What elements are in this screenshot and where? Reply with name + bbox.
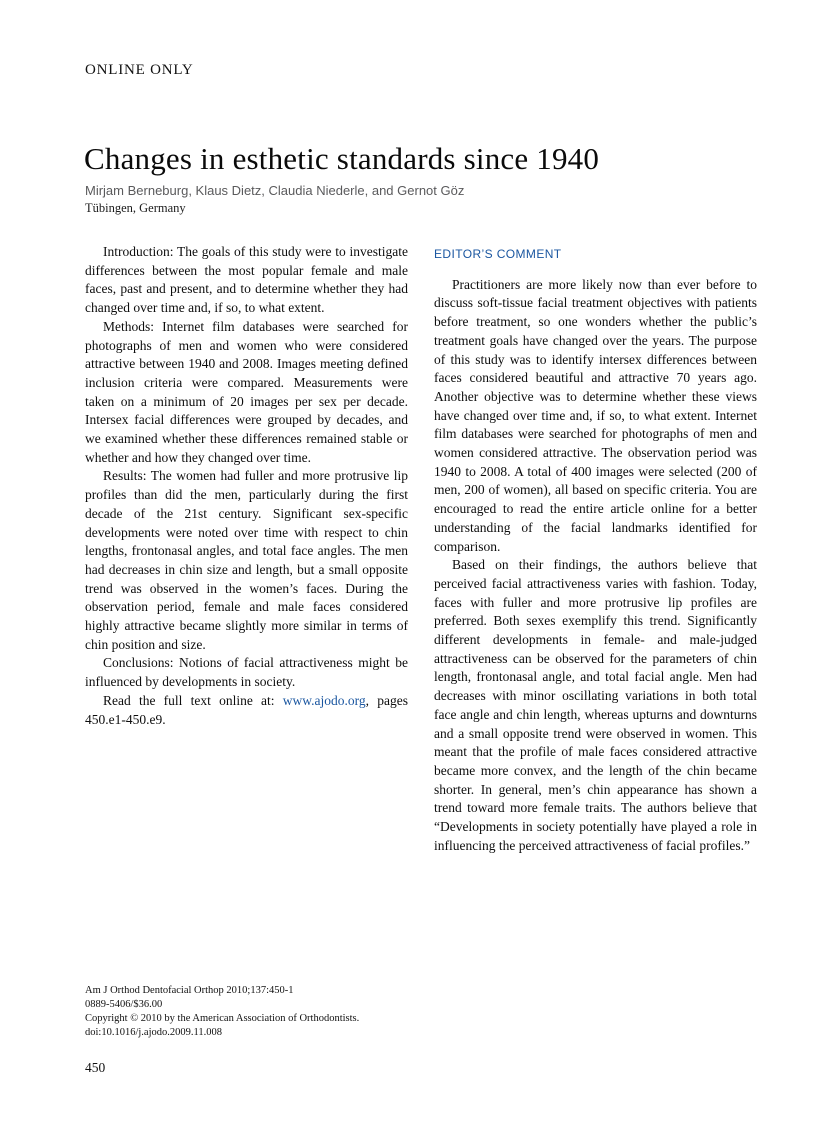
page-number: 450 — [85, 1060, 106, 1075]
editor-comment-column — [434, 243, 757, 856]
abstract-paragraph-introduction: Introduction: The goals of this study were to investigate differences between the most popular female and male faces, past and present, and to determine whether they had changed over time and, if so, to what extent. — [85, 244, 408, 316]
abstract-paragraph-methods: Methods: Internet film databases were searched for photographs of men and women who were considered attractive between 1940 and 2008. Images meeting defined inclusion criteria were compared. Measurements were taken on a minimum of 20 images per sex per decade. Intersex facial differences were grouped by decades, and we examined whether these differences remained stable or whether and how they changed over time. — [85, 318, 408, 465]
authors-line: Mirjam Berneburg, Klaus Dietz, Claudia Niederle, and Gernot Göz — [85, 183, 465, 198]
footer-citation-block — [85, 984, 359, 1040]
affiliation-line: Tübingen, Germany — [85, 201, 186, 215]
footer-doi-line: doi:10.1016/j.ajodo.2009.11.008 — [85, 1027, 222, 1038]
editor-comment-heading: EDITOR’S COMMENT — [434, 247, 562, 261]
ajodo-link[interactable]: www.ajodo.org — [282, 692, 366, 708]
footer-copyright-line: Copyright © 2010 by the American Association of Orthodontists. — [85, 1013, 360, 1024]
two-column-body — [85, 243, 757, 856]
footer-journal-line: Am J Orthod Dentofacial Orthop 2010;137:450-1 — [85, 985, 294, 996]
editor-comment-paragraph-1: Practitioners are more likely now than ever before to discuss soft-tissue facial treatment objectives with patients before treatment, so one wonders whether the public’s treatment goals have changed over the years. The purpose of this study was to identify intersex differences between faces considered beautiful and attractive 70 years ago. Another objective was to determine whether these views have changed over time and, if so, to what extent. Internet film databases were searched for photographs of men and women considered attractive. The observation period was 1940 to 2008. A total of 400 images were selected (200 of men, 200 of women), all based on specific criteria. You are encouraged to read the entire article online for a better understanding of the facial landmarks identified for comparison. — [434, 276, 757, 554]
read-online-prefix: Read the full text online at: — [103, 692, 283, 708]
read-online-suffix: , pages 450.e1-450.e9. — [85, 692, 408, 727]
abstract-paragraph-results: Results: The women had fuller and more protrusive lip profiles than did the men, particularly during the first decade of the 21st century. Significant sex-specific developments were noted over time with respect to chin lengths, frontonasal angles, and total face angles. The men had decreases in chin size and length, but a small opposite trend was observed in the women’s faces. During the observation period, female and male faces considered highly attractive became slightly more similar in terms of chin position and size. — [85, 468, 408, 652]
online-only-label: ONLINE ONLY — [85, 62, 194, 78]
abstract-column — [85, 243, 408, 856]
footer-issn-line: 0889-5406/$36.00 — [85, 999, 163, 1010]
article-title: Changes in esthetic standards since 1940 — [84, 140, 600, 176]
editor-comment-paragraph-2: Based on their findings, the authors believe that perceived facial attractiveness varies with fashion. Today, faces with fuller and more protrusive lip profiles are preferred. Both sexes exemplify this trend. Significantly different developments in female- and male-judged attractiveness can be observed for the parameters of chin length, frontonasal angle, and total facial angle. Men had decreases with minor oscillating variations in both total face angle and chin length, whereas upturns and downturns and a small opposite trend were observed in women. This meant that the profile of male faces considered attractive became more convex, and the length of the chin became shorter. In general, men’s chin appearance has shown a trend toward more female traits. The authors believe that “Developments in society potentially have played a role in influencing the perceived attractiveness of facial profiles.” — [434, 557, 757, 853]
abstract-paragraph-conclusions: Conclusions: Notions of facial attractiveness might be influenced by developments in society. — [85, 655, 408, 690]
read-online-paragraph — [85, 692, 408, 729]
